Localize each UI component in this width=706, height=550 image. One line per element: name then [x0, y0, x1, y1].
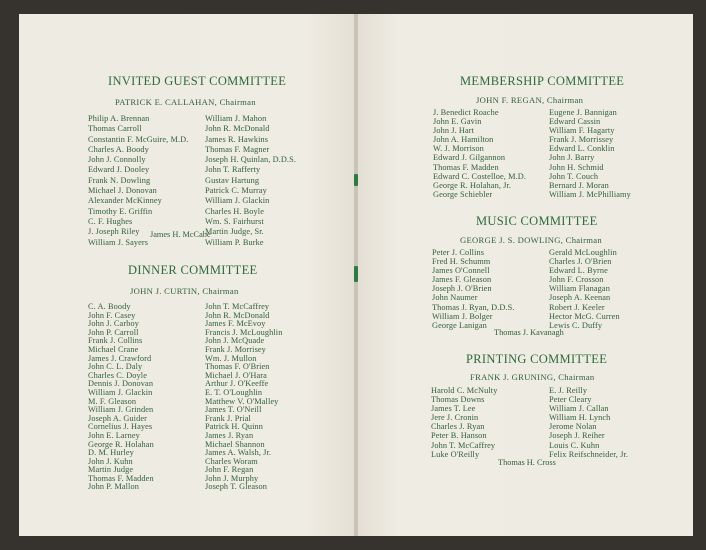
membership-heading: MEMBERSHIP COMMITTEE — [460, 74, 625, 88]
member-name: John J. Hart — [433, 126, 475, 136]
member-name: John P. Mallon — [88, 482, 139, 492]
member-name: William J. Glackin — [205, 196, 270, 206]
member-name: Edward L. Byrne — [549, 266, 608, 276]
member-name: John F. Casey — [88, 310, 136, 320]
dinner-col1 — [88, 303, 154, 492]
member-name: John T. Rafferty — [205, 165, 261, 175]
member-name: William J. Sayers — [88, 237, 149, 247]
member-name: James T. O'Neill — [205, 405, 262, 415]
member-name: Frank J. Morrisey — [205, 344, 266, 354]
member-name: John C. L. Daly — [88, 362, 143, 372]
member-name: C. F. Hughes — [88, 216, 133, 226]
member-name: John F. Crosson — [549, 275, 604, 285]
member-name: Thomas F. Magner — [205, 144, 270, 154]
member-name: William J. Mahon — [205, 114, 267, 123]
member-name: Edward J. Dooley — [88, 165, 150, 175]
member-name: Michael J. O'Hara — [205, 370, 267, 380]
member-name: John J. Kuhn — [88, 456, 133, 466]
member-name: Robert J. Keeler — [549, 302, 605, 312]
membership-chairman: JOHN F. REGAN, Chairman — [476, 95, 584, 105]
member-name: J. Benedict Roache — [433, 108, 499, 117]
member-name: Martin Judge, Sr. — [205, 227, 264, 237]
music-heading: MUSIC COMMITTEE — [476, 214, 598, 228]
printing-col2 — [549, 386, 628, 459]
member-name: Gustav Hartung — [205, 175, 260, 185]
member-name: John A. Hamilton — [433, 135, 494, 145]
member-name: William J. Glackin — [88, 387, 153, 397]
member-name: Edward L. Conklin — [549, 144, 615, 154]
member-name: Louis C. Kuhn — [549, 440, 600, 450]
member-name: John J. Murphy — [205, 473, 259, 483]
member-name: Felix Reifschneider, Jr. — [549, 449, 629, 459]
member-name: Luke O'Reilly — [431, 449, 480, 459]
member-name: Charles J. Ryan — [431, 422, 485, 432]
member-name: Edward C. Costelloe, M.D. — [433, 171, 527, 181]
member-name: Joseph T. Gleason — [205, 482, 267, 492]
member-name: Fred H. Schumm — [432, 257, 491, 267]
member-name: John J. Connolly — [88, 155, 146, 165]
member-name: Frank J. Collins — [88, 336, 143, 346]
member-name: Thomas J. Ryan, D.D.S. — [432, 302, 515, 312]
member-name: John J. Barry — [549, 153, 595, 163]
member-name: Joseph A. Keenan — [549, 293, 611, 303]
member-name: Jerome Nolan — [549, 422, 597, 432]
member-name: John J. McQuade — [205, 336, 265, 346]
member-name: C. A. Boody — [88, 302, 131, 311]
member-name: James F. McEvoy — [205, 319, 266, 329]
invited-guest-col1 — [88, 114, 188, 248]
member-name: Thomas Carroll — [88, 124, 142, 134]
music-col2 — [549, 248, 620, 330]
member-name: D. M. Hurley — [88, 448, 134, 458]
music-col1 — [432, 248, 515, 330]
music-chairman: GEORGE J. S. DOWLING, Chairman — [460, 235, 602, 245]
printing-col1 — [431, 386, 497, 459]
member-name: Cornelius J. Hayes — [88, 422, 153, 432]
member-name: Charles H. Boyle — [205, 206, 264, 216]
member-name: William J. Grinden — [88, 405, 154, 415]
member-name: William Flanagan — [549, 284, 610, 294]
member-name: Hector McG. Curren — [549, 311, 620, 321]
member-name: Joseph H. Quinlan, D.D.S. — [205, 155, 296, 165]
member-name: James F. Gleason — [432, 275, 492, 285]
member-name: Harold C. McNulty — [431, 386, 498, 395]
member-name: John P. Carroll — [88, 327, 139, 337]
member-name: Patrick H. Quinn — [205, 422, 264, 432]
member-name: James O'Connell — [432, 266, 490, 276]
member-name: William J. McPhilliamy — [549, 189, 631, 199]
member-name: Wm. J. Mullon — [205, 353, 257, 363]
member-name: Dennis J. Donovan — [88, 379, 154, 389]
member-name: Jere J. Cronin — [431, 413, 479, 423]
staple-top — [354, 174, 358, 186]
member-name: Charles C. Doyle — [88, 370, 147, 380]
member-name: George Lanigan — [432, 320, 487, 330]
member-name: Matthew V. O'Malley — [205, 396, 279, 406]
member-name: Michael J. Donovan — [88, 186, 157, 196]
member-name: Gerald McLoughlin — [549, 248, 617, 257]
staple-bottom — [354, 266, 358, 282]
member-name: Alexander McKinney — [88, 196, 162, 206]
invited-guest-chairman: PATRICK E. CALLAHAN, Chairman — [115, 97, 256, 107]
music-last: Thomas J. Kavanagh — [494, 328, 564, 337]
invited-guest-heading: INVITED GUEST COMMITTEE — [108, 74, 287, 88]
invited-guest-last: James H. McCabe — [150, 230, 211, 239]
member-name: Timothy E. Griffin — [88, 206, 153, 216]
member-name: Martin Judge — [88, 465, 134, 475]
dinner-chairman: JOHN J. CURTIN, Chairman — [130, 286, 239, 296]
member-name: M. F. Gleason — [88, 396, 137, 406]
member-name: Peter Cleary — [549, 395, 592, 405]
printing-last: Thomas H. Cross — [498, 458, 556, 467]
dinner-col2 — [205, 303, 282, 492]
printing-chairman: FRANK J. GRUNING, Chairman — [470, 372, 595, 382]
member-name: Francis J. McLoughlin — [205, 327, 283, 337]
member-name: James R. Hawkins — [205, 134, 269, 144]
member-name: Michael Crane — [88, 344, 139, 354]
member-name: Charles Woram — [205, 456, 258, 466]
dinner-heading: DINNER COMMITTEE — [128, 263, 258, 277]
member-name: Thomas F. O'Brien — [205, 362, 270, 372]
member-name: Patrick C. Murray — [205, 186, 267, 196]
member-name: Peter B. Hanson — [431, 431, 487, 441]
membership-col2 — [549, 108, 631, 199]
member-name: John T. McCaffrey — [431, 440, 496, 450]
member-name: James J. Ryan — [205, 430, 254, 440]
member-name: Eugene J. Bannigan — [549, 108, 617, 117]
member-name: E. T. O'Loughlin — [205, 387, 263, 397]
member-name: E. J. Reilly — [549, 386, 588, 395]
member-name: Constantin F. McGuire, M.D. — [88, 134, 189, 144]
member-name: Joseph A. Guider — [88, 413, 147, 423]
member-name: Thomas F. Madden — [88, 473, 154, 483]
member-name: Thomas F. Madden — [433, 162, 499, 172]
member-name: John H. Schmid — [549, 162, 604, 172]
member-name: John E. Larney — [88, 430, 140, 440]
member-name: Philip A. Brennan — [88, 114, 150, 123]
member-name: Charles J. O'Brien — [549, 257, 612, 267]
printing-heading: PRINTING COMMITTEE — [466, 352, 608, 366]
member-name: John J. Carboy — [88, 319, 139, 329]
member-name: W. J. Morrison — [433, 144, 484, 154]
member-name: Arthur J. O'Keeffe — [205, 379, 269, 389]
invited-guest-col2 — [205, 114, 296, 248]
member-name: James T. Lee — [431, 404, 476, 414]
member-name: Bernard J. Moran — [549, 180, 609, 190]
member-name: Peter J. Collins — [432, 248, 485, 257]
member-name: George R. Holahan, Jr. — [433, 180, 512, 190]
member-name: George Schiebler — [433, 189, 493, 199]
member-name: Charles A. Boody — [88, 144, 149, 154]
member-name: William P. Burke — [205, 237, 264, 247]
member-name: William J. Bolger — [432, 311, 493, 321]
member-name: John E. Gavin — [433, 117, 482, 127]
member-name: Lewis C. Duffy — [549, 320, 603, 330]
member-name: William F. Hagarty — [549, 126, 615, 136]
member-name: Edward Cassin — [549, 117, 601, 127]
member-name: Frank N. Dowling — [88, 175, 151, 185]
member-name: John R. McDonald — [205, 310, 270, 320]
member-name: Thomas Downs — [431, 395, 485, 405]
member-name: William J. Callan — [549, 404, 609, 414]
member-name: John T. McCaffrey — [205, 302, 270, 311]
member-name: John T. Couch — [549, 171, 599, 181]
member-name: John F. Regan — [205, 465, 254, 475]
member-name: J. Joseph Riley — [88, 227, 140, 237]
member-name: Wm. S. Fairhurst — [205, 216, 264, 226]
member-name: James A. Walsh, Jr. — [205, 448, 272, 458]
member-name: William H. Lynch — [549, 413, 611, 423]
member-name: James J. Crawford — [88, 353, 152, 363]
member-name: George R. Holahan — [88, 439, 154, 449]
member-name: Frank J. Morrissey — [549, 135, 614, 145]
membership-col1 — [433, 108, 526, 199]
member-name: Edward J. Gilgannon — [433, 153, 506, 163]
member-name: John R. McDonald — [205, 124, 270, 134]
member-name: Joseph J. Reiher — [549, 431, 605, 441]
member-name: Michael Shannon — [205, 439, 265, 449]
member-name: John Naumer — [432, 293, 478, 303]
member-name: Joseph J. O'Brien — [432, 284, 492, 294]
member-name: Frank J. Prial — [205, 413, 251, 423]
